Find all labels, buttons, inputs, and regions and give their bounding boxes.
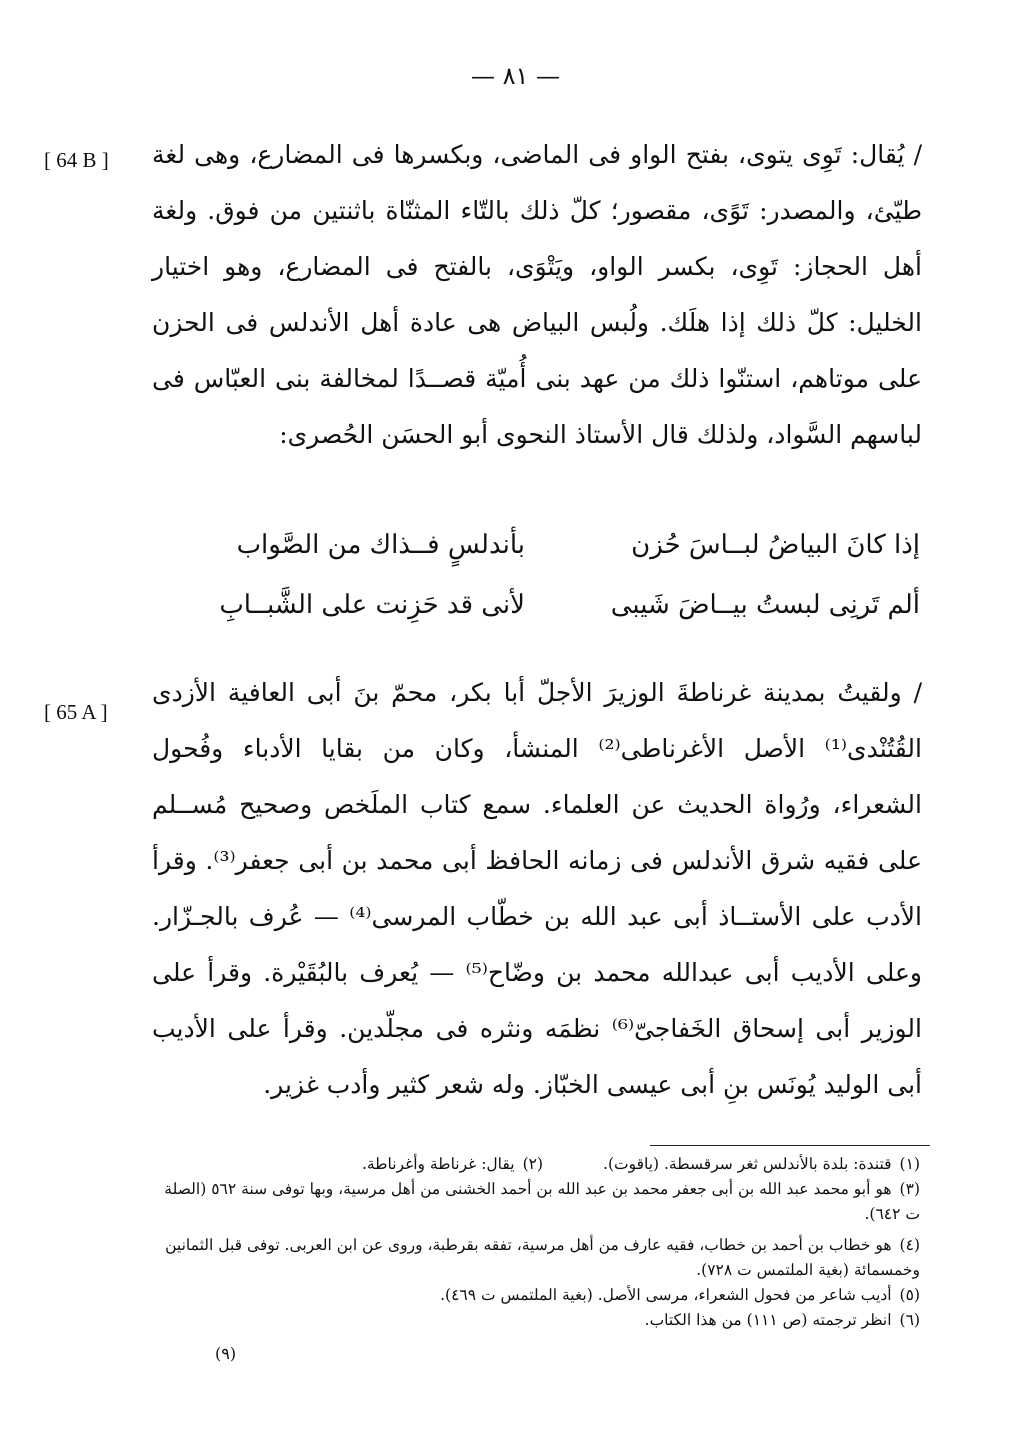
body-text xyxy=(152,665,922,1113)
footnote xyxy=(150,1177,920,1227)
hemistich: ألم تَرنِى لبستُ بيــاضَ شَيبى xyxy=(610,590,920,620)
footnote-text: أديب شاعر من فحول الشعراء، مرسى الأصل. (بغية الملتمس ت ٤٦٩). xyxy=(440,1286,892,1304)
footnote-number: (١) xyxy=(899,1155,920,1173)
hemistich: بأندلسٍ فــذاك من الصَّواب xyxy=(236,530,525,560)
footnote-text: قتندة: بلدة بالأندلس ثغر سرقسطة. (ياقوت). xyxy=(603,1155,892,1173)
page-number: — ٨١ — xyxy=(470,62,561,90)
footnote-number: (٤) xyxy=(899,1236,920,1254)
paragraph: / يُقال: تَوِى يتوى، بفتح الواو فى الماضى، وبكسرها فى المضارع، وهى لغة طيّئ، والمصدر: تَوًى، مقصور؛ كلّ ذلك بالتّاء المثنّاة باثنتين من فوق. ولغة أهل الحجاز: تَوِى، بكسر الواو، ويَتْوَى، بالفتح فى المضارع، وهو اختيار الخليل: كلّ ذلك إذا هلَك. ولُبس البياض هى عادة أهل الأندلس فى الحزن على موتاهم، استنّوا ذلك من عهد بنى أُميّة قصــدًا لمخالفة بنى العبّاس فى لباسهم السَّواد، ولذلك قال الأستاذ النحوى أبو الحسَن الحُصرى: xyxy=(152,140,922,449)
footnote xyxy=(150,1283,920,1308)
paragraph: / ولقيتُ بمدينة غرناطةَ الوزيرَ الأجلّ أبا بكر، محمّ بنَ أبى العافية الأزدى القُتُنْدى⁽¹⁾ الأصل الأغرناطى⁽²⁾ المنشأ، وكان من بقايا الأدباء وفُحول الشعراء، ورُواة الحديث عن العلماء. سمع كتاب الملَخص وصحيح مُســلم على فقيه شرق الأندلس فى زمانه الحافظ أبى محمد بن أبى جعفر⁽³⁾. وقرأ الأدب على الأستــاذ أبى عبد الله بن خطّاب المرسى⁽⁴⁾ — عُرف بالجـزّار. وعلى الأديب أبى عبدالله محمد بن وضّاح⁽⁵⁾ — يُعرف بالبُقَيْرة. وقرأ على الوزير أبى إسحاق الخَفاجىّ⁽⁶⁾ نظمَه ونثره فى مجلّدين. وقرأ على الأديب أبى الوليد يُونَس بنِ أبى عيسى الخبّاز. وله شعر كثير وأدب غزير. xyxy=(152,678,922,1099)
footnote-row xyxy=(150,1152,920,1177)
footnote-number: (٣) xyxy=(899,1180,920,1198)
footnote-number: (٢) xyxy=(522,1155,544,1173)
footnote-number: (٥) xyxy=(899,1286,920,1304)
body-text xyxy=(152,127,922,463)
footnote-text: هو أبو محمد عبد الله بن أبى جعفر محمد بن عبد الله بن أحمد الخشنى من أهل مرسية، وبها توفى سنة ٥٦٢ (الصلة ت ٦٤٢). xyxy=(164,1180,920,1223)
manuscript-folio-ref: [ 64 B ] xyxy=(44,148,109,172)
poem xyxy=(180,515,920,635)
verse-line xyxy=(180,575,920,635)
footnote xyxy=(603,1152,920,1177)
signature-mark: (٩) xyxy=(215,1344,237,1363)
verse-line xyxy=(180,515,920,575)
footnote-text: هو خطاب بن أحمد بن خطاب، فقيه عارف من أهل مرسية، تفقه بقرطبة، وروى عن ابن العربى. توفى قبل الثمانين وخمسمائة (بغية الملتمس ت ٧٢٨). xyxy=(165,1236,920,1279)
footnote-text: يقال: غرناطة وأغرناطة. xyxy=(361,1155,515,1173)
manuscript-folio-ref: [ 65 A ] xyxy=(44,700,108,724)
footnote xyxy=(362,1152,543,1177)
footnote-number: (٦) xyxy=(899,1311,920,1329)
footnote-text: انظر ترجمته (ص ١١١) من هذا الكتاب. xyxy=(644,1311,892,1329)
hemistich: لأنى قد حَزِنت على الشَّبــابِ xyxy=(219,590,525,620)
hemistich: إذا كانَ البياضُ لبــاسَ حُزن xyxy=(631,530,920,560)
footnote xyxy=(150,1308,920,1333)
footnote-divider xyxy=(650,1145,930,1146)
footnote xyxy=(150,1233,920,1283)
footnotes xyxy=(150,1152,920,1333)
